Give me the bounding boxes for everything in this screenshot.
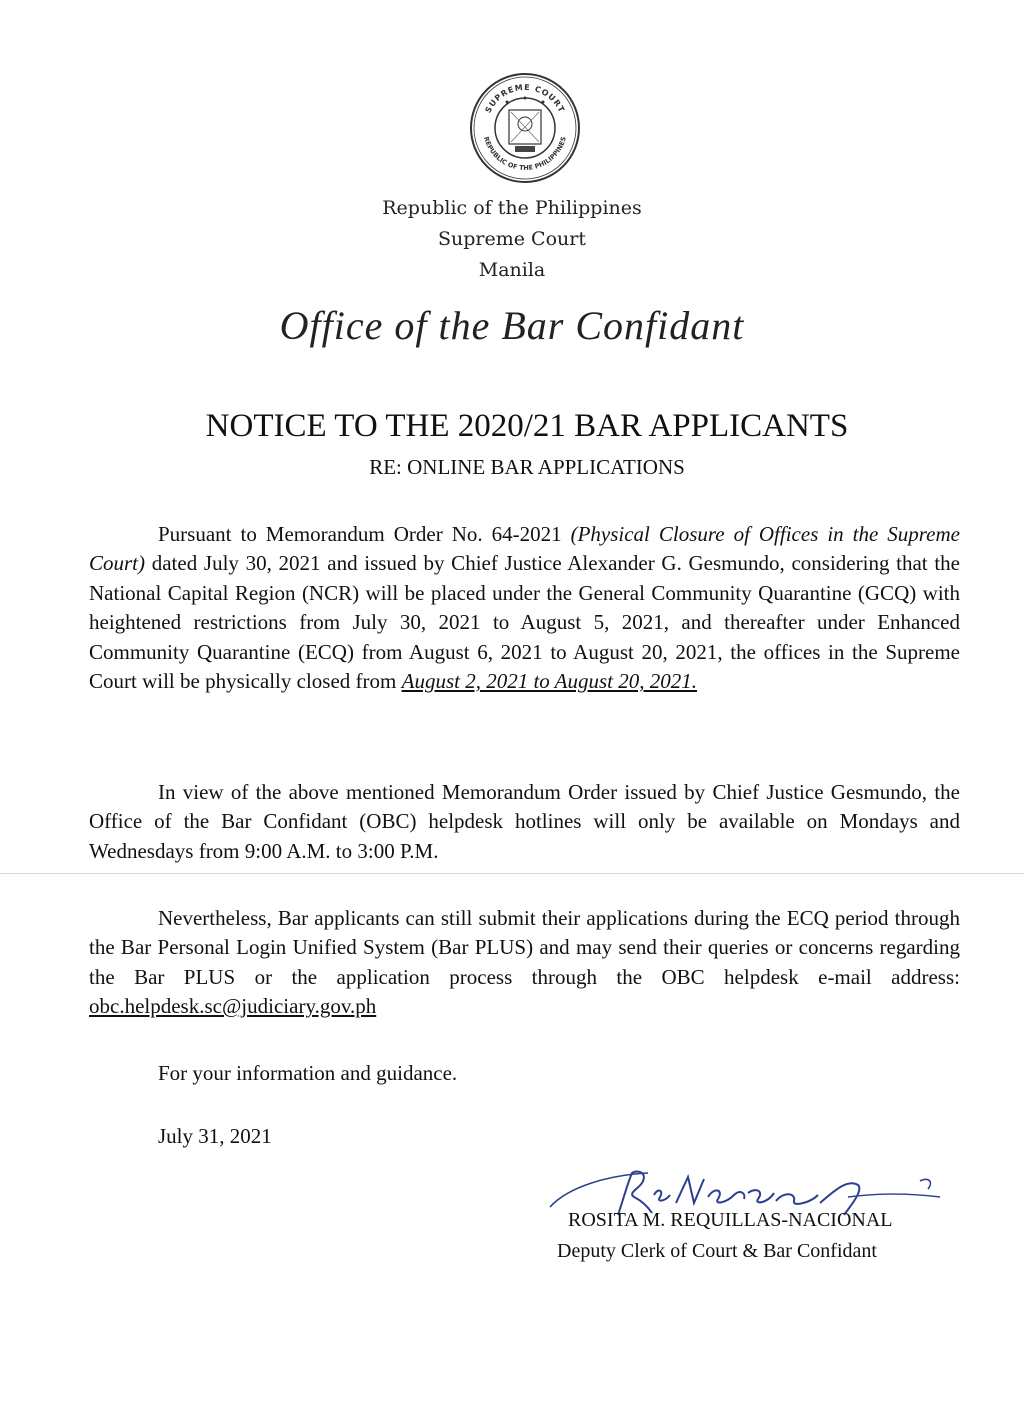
notice-date: July 31, 2021 — [158, 1124, 272, 1148]
closure-dates: August 2, 2021 to August 20, 2021. — [401, 669, 697, 694]
helpdesk-email-link[interactable]: obc.helpdesk.sc@judiciary.gov.ph — [89, 994, 377, 1019]
divider — [0, 873, 1024, 874]
paragraph-memorandum-body: dated July 30, 2021 and issued by Chief Justice Alexander G. Gesmundo, considering that the National Capital Region (NCR) will be placed under the General Community Quarantine (GCQ) with heightened restrictions from July 30, 2021 to August 5, 2021, and thereafter under Enhanced Community Quarantine (ECQ) from August 6, 2021 to August 20, 2021, the offices in the Supreme Court will be physically closed from — [89, 551, 960, 694]
header-manila: Manila — [478, 259, 546, 281]
signatory-title: Deputy Clerk of Court & Bar Confidant — [557, 1240, 877, 1262]
closing-line: For your information and guidance. — [158, 1061, 458, 1085]
signatory-name: ROSITA M. REQUILLAS-NACIONAL — [568, 1209, 893, 1231]
paragraph-bar-plus-text: Nevertheless, Bar applicants can still submit their applications during the ECQ period through the Bar Personal Login Unified System (Bar PLUS) and may send their queries or concerns regarding the Bar PLUS or the application process through the OBC helpdesk e-mail address: — [89, 906, 960, 989]
paragraph-hotlines-text: In view of the above mentioned Memorandum Order issued by Chief Justice Gesmundo, the Office of the Bar Confidant (OBC) helpdesk hotlines will only be available on Mondays and Wednesdays from 9:00 A.M. to 3:00 P.M. — [89, 780, 960, 863]
notice-subtitle: RE: ONLINE BAR APPLICATIONS — [369, 455, 685, 479]
paragraph-bar-plus — [89, 904, 960, 1022]
paragraph-memorandum-intro: Pursuant to Memorandum Order No. 64-2021 — [158, 522, 571, 546]
header-republic: Republic of the Philippines — [382, 197, 642, 219]
paragraph-memorandum — [89, 520, 960, 696]
header-supreme-court: Supreme Court — [438, 228, 586, 250]
memorandum-title: (Physical Closure of Offices in the Supreme Court) — [89, 522, 960, 576]
seal-bottom-text: REPUBLIC OF THE PHILIPPINES — [482, 135, 568, 173]
svg-text:REPUBLIC OF THE PHILIPPINES — [482, 135, 568, 172]
notice-title: NOTICE TO THE 2020/21 BAR APPLICANTS — [205, 408, 849, 444]
seal-top-text: SUPREME COURT — [483, 82, 567, 115]
supreme-court-seal — [469, 72, 581, 184]
paragraph-hotlines — [89, 778, 960, 866]
office-name: Office of the Bar Confidant — [279, 303, 745, 348]
